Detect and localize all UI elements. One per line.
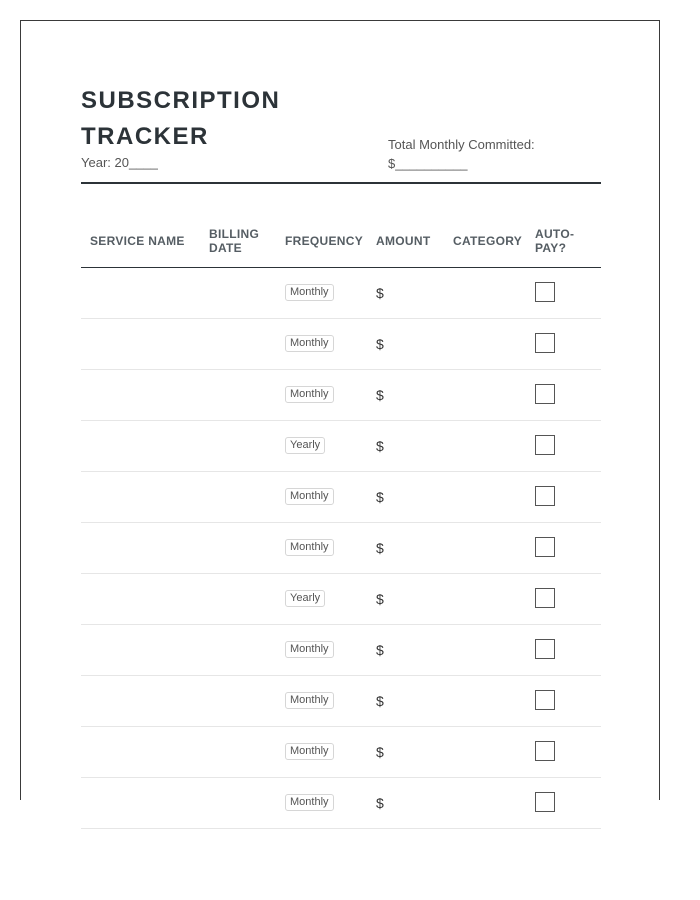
tracker-sheet [20,20,660,811]
amount-field[interactable]: $ [376,591,384,607]
amount-field[interactable]: $ [376,795,384,811]
table-row [81,676,601,727]
frequency-tag: Monthly [285,692,334,709]
auto-pay-checkbox[interactable] [535,741,555,761]
total-committed-label: Total Monthly Committed: [388,137,535,152]
table-row [81,268,601,319]
column-header-service-name: SERVICE NAME [90,234,185,248]
auto-pay-checkbox[interactable] [535,537,555,557]
column-header-category: CATEGORY [453,234,523,248]
auto-pay-checkbox[interactable] [535,639,555,659]
table-row [81,523,601,574]
header-divider [81,182,601,184]
amount-field[interactable]: $ [376,336,384,352]
amount-field[interactable]: $ [376,744,384,760]
auto-pay-checkbox[interactable] [535,282,555,302]
table-row [81,472,601,523]
table-header [81,217,601,268]
column-header-frequency: FREQUENCY [285,234,364,248]
frequency-tag: Monthly [285,284,334,301]
auto-pay-checkbox[interactable] [535,588,555,608]
amount-field[interactable]: $ [376,489,384,505]
frequency-tag: Yearly [285,437,325,454]
auto-pay-checkbox[interactable] [535,435,555,455]
table-row [81,727,601,778]
amount-field[interactable]: $ [376,540,384,556]
year-field: Year: 20____ [81,155,158,170]
table-row [81,574,601,625]
frequency-tag: Monthly [285,794,334,811]
auto-pay-checkbox[interactable] [535,690,555,710]
amount-field[interactable]: $ [376,285,384,301]
amount-field[interactable]: $ [376,387,384,403]
frequency-tag: Monthly [285,335,334,352]
page-title: SUBSCRIPTION TRACKER [81,87,281,150]
total-committed [388,135,535,173]
frequency-tag: Monthly [285,539,334,556]
column-header-billing-date: BILLING DATE [209,227,260,255]
table-row [81,778,601,829]
frequency-tag: Monthly [285,743,334,760]
table-row [81,421,601,472]
auto-pay-checkbox[interactable] [535,333,555,353]
auto-pay-checkbox[interactable] [535,384,555,404]
amount-field[interactable]: $ [376,642,384,658]
auto-pay-checkbox[interactable] [535,486,555,506]
amount-field[interactable]: $ [376,438,384,454]
table-row [81,319,601,370]
frequency-tag: Monthly [285,386,334,403]
column-header-auto-pay: AUTO-PAY? [535,227,575,255]
table-row [81,625,601,676]
frequency-tag: Monthly [285,641,334,658]
table-row [81,370,601,421]
total-committed-value: $__________ [388,156,468,171]
column-header-amount: AMOUNT [376,234,431,248]
frequency-tag: Monthly [285,488,334,505]
frequency-tag: Yearly [285,590,325,607]
auto-pay-checkbox[interactable] [535,792,555,812]
amount-field[interactable]: $ [376,693,384,709]
